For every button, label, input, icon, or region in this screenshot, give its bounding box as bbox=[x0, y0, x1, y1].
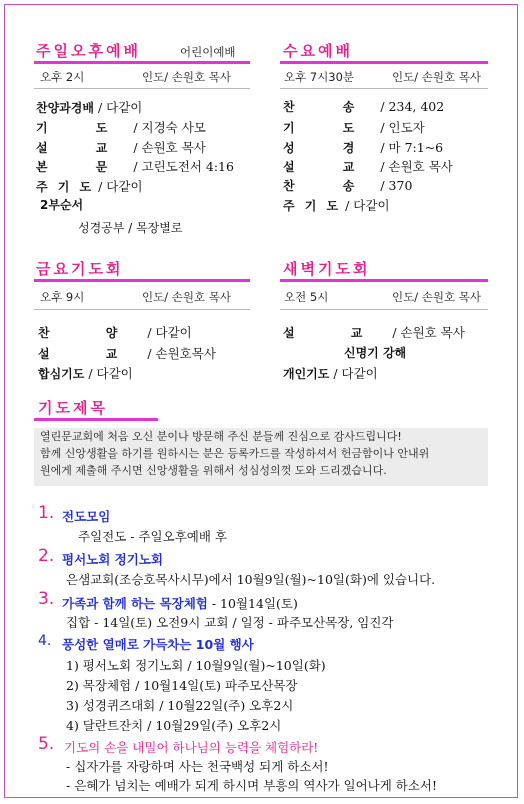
sunday-pm-divider bbox=[34, 88, 250, 89]
friday-rule bbox=[34, 279, 250, 282]
sunday-pm-part2-detail: 성경공부 / 목장별로 bbox=[78, 221, 183, 235]
wednesday-row: 찬 송 / 370 bbox=[283, 178, 413, 193]
prayer-item-title-row bbox=[62, 593, 298, 612]
sunday-pm-row: 기 도 / 지경숙 사모 bbox=[36, 120, 206, 135]
wednesday-rule bbox=[280, 61, 488, 64]
sunday-pm-title: 주일오후예배 bbox=[36, 42, 141, 60]
friday-title: 금요기도회 bbox=[36, 260, 124, 278]
prayer-item-number: 4. bbox=[38, 633, 52, 649]
wednesday-row: 기 도 / 인도자 bbox=[283, 120, 425, 135]
sunday-pm-row: 설 교 / 손원호 목사 bbox=[36, 140, 206, 155]
prayer-rule bbox=[34, 418, 158, 421]
sunday-pm-rule bbox=[34, 61, 250, 64]
prayer-title: 기도제목 bbox=[38, 399, 108, 417]
sunday-pm-time: 오후 2시 bbox=[40, 70, 85, 84]
wednesday-row: 찬 송 / 234, 402 bbox=[283, 99, 445, 114]
prayer-item-date: - 10월14일(토) bbox=[207, 596, 298, 611]
dawn-divider bbox=[280, 309, 488, 310]
prayer-item-line: 3) 성경퀴즈대회 / 10월22일(주) 오후2시 bbox=[66, 698, 294, 713]
dawn-row: 신명기 강해 bbox=[344, 346, 407, 360]
dawn-leader: 인도/ 손원호 목사 bbox=[392, 290, 481, 304]
dawn-rule bbox=[280, 279, 488, 282]
prayer-item-number: 5. bbox=[38, 734, 55, 754]
sunday-pm-leader: 인도/ 손원호 목사 bbox=[142, 70, 231, 84]
welcome-line: 함께 신앙생활을 하기를 원하시는 분은 등록카드를 작성하셔서 헌금함이나 안내위 bbox=[40, 447, 430, 460]
friday-row: 합심기도 / 다같이 bbox=[38, 366, 133, 381]
prayer-item-number: 1. bbox=[38, 503, 55, 523]
prayer-item-title: 가족과 함께 하는 목장체험 bbox=[62, 596, 208, 611]
prayer-item-title: 전도모임 bbox=[62, 509, 111, 524]
friday-row: 찬 양 / 다같이 bbox=[38, 325, 192, 340]
friday-leader: 인도/ 손원호 목사 bbox=[142, 290, 231, 304]
friday-divider bbox=[34, 309, 250, 310]
welcome-box bbox=[34, 428, 488, 486]
prayer-item-number: 3. bbox=[38, 589, 55, 609]
prayer-item-line: 은샘교회(조승호목사시무)에서 10월9일(월)~10일(화)에 있습니다. bbox=[66, 572, 436, 587]
prayer-item-title: 기도의 손을 내밀어 하나님의 능력을 체험하라! bbox=[64, 740, 319, 755]
friday-row: 설 교 / 손원호목사 bbox=[38, 346, 216, 361]
dawn-title: 새벽기도회 bbox=[283, 260, 371, 278]
wednesday-time: 오후 7시30분 bbox=[284, 70, 355, 84]
sunday-pm-subtitle: 어린이예배 bbox=[180, 45, 236, 59]
dawn-row: 설 교 / 손원호 목사 bbox=[283, 325, 465, 340]
sunday-pm-row: 찬양과경배 / 다같이 bbox=[36, 100, 143, 115]
wednesday-row: 성 경 / 마 7:1~6 bbox=[283, 140, 444, 155]
wednesday-title: 수요예배 bbox=[283, 42, 353, 60]
welcome-line: 원에게 제출해 주시면 신앙생활을 위해서 성심성의껏 도와 드리겠습니다. bbox=[40, 464, 387, 477]
wednesday-divider bbox=[280, 88, 488, 89]
wednesday-row: 주 기 도 / 다같이 bbox=[283, 198, 390, 213]
prayer-item-line: 집합 - 14일(토) 오전9시 교회 / 일정 - 파주모산목장, 임진각 bbox=[66, 615, 394, 630]
dawn-row: 개인기도 / 다같이 bbox=[283, 366, 378, 381]
dawn-time: 오전 5시 bbox=[284, 290, 329, 304]
prayer-item-title: 평서노회 정기노회 bbox=[62, 552, 163, 567]
welcome-line: 열린문교회에 처음 오신 분이나 방문해 주신 분들께 진심으로 감사드립니다! bbox=[40, 430, 402, 443]
prayer-item-line: 주일전도 - 주일오후예배 후 bbox=[78, 529, 227, 544]
prayer-item-line: 1) 평서노회 정기노회 / 10월9일(월)~10일(화) bbox=[66, 658, 326, 673]
sunday-pm-row: 2부순서 bbox=[40, 198, 84, 212]
prayer-item-line: 4) 달란트잔치 / 10월29일(주) 오후2시 bbox=[66, 718, 282, 733]
friday-time: 오후 9시 bbox=[40, 290, 85, 304]
prayer-item-line: - 은혜가 넘치는 예배가 되게 하시며 부흥의 역사가 일어나게 하소서! bbox=[66, 778, 438, 793]
wednesday-row: 설 교 / 손원호 목사 bbox=[283, 159, 453, 174]
prayer-item-line: - 십자가를 자랑하며 사는 천국백성 되게 하소서! bbox=[66, 759, 329, 774]
prayer-item-title: 풍성한 열매로 가득차는 10월 행사 bbox=[62, 637, 254, 652]
wednesday-leader: 인도/ 손원호 목사 bbox=[392, 70, 481, 84]
sunday-pm-row: 주 기 도 / 다같이 bbox=[36, 179, 143, 194]
prayer-item-number: 2. bbox=[38, 546, 55, 566]
prayer-item-line: 2) 목장체험 / 10월14일(토) 파주모산목장 bbox=[66, 678, 298, 693]
sunday-pm-row: 본 문 / 고린도전서 4:16 bbox=[36, 159, 234, 174]
